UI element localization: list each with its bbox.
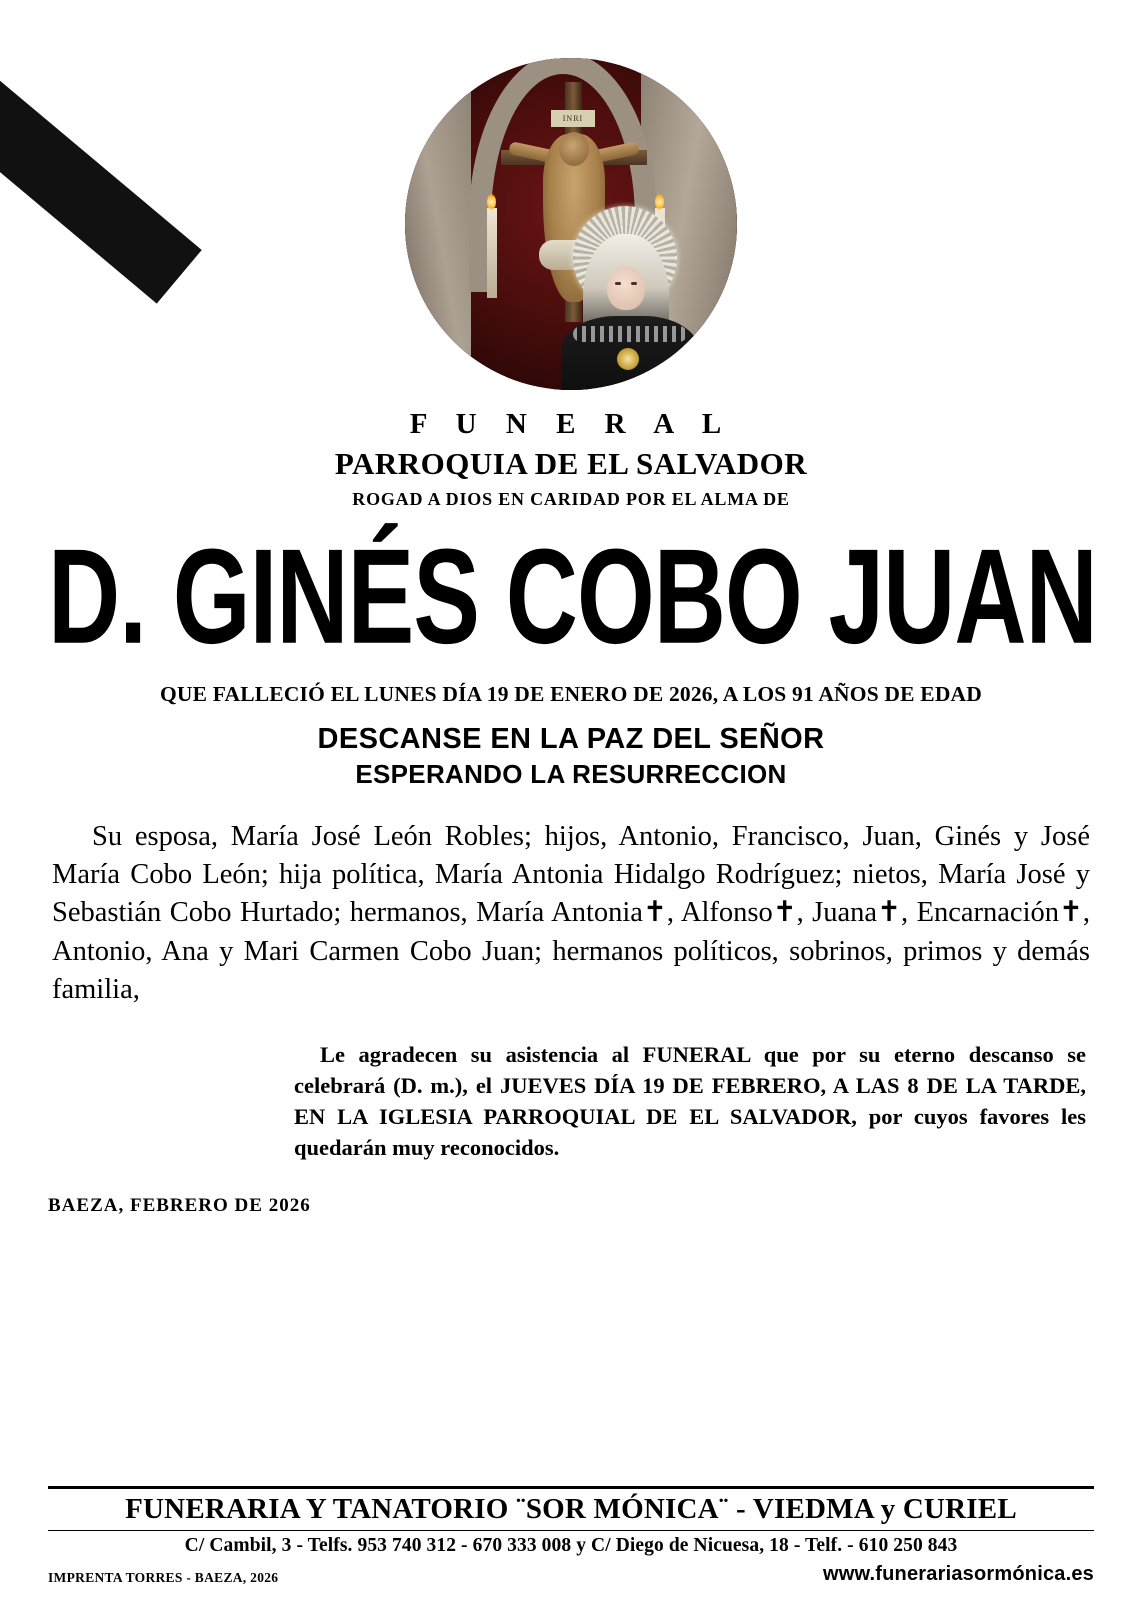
- deceased-photo: [405, 58, 737, 390]
- virgin-face: [607, 266, 645, 310]
- funeral-invitation: Le agradecen su asistencia al FUNERAL que por su eterno descanso se celebrará (D. m.), el JUEVES DÍA 19 DE FEBRERO, A LAS 8 DE LA TARDE, EN LA IGLESIA PARROQUIAL DE EL SALVADOR, por cuyos favores les quedarán muy reconocidos.: [294, 1041, 1086, 1161]
- resurrection-line: ESPERANDO LA RESURRECCION: [355, 759, 787, 789]
- footer-bottom-row: [48, 1563, 1094, 1586]
- virgin-eye-left: [615, 282, 621, 285]
- footer: [48, 1486, 1094, 1586]
- funeral-home-address: C/ Cambil, 3 - Telfs. 953 740 312 - 670 333 008 y C/ Diego de Nicuesa, 18 - Telf. - 610 250 843: [184, 1535, 958, 1556]
- funeral-heading: F U N E R A L: [409, 408, 733, 440]
- virgin-brooch-icon: [617, 348, 639, 370]
- website-link[interactable]: www.funerariasormónica.es: [822, 1563, 1094, 1585]
- parish-name: PARROQUIA DE EL SALVADOR: [334, 446, 808, 481]
- christ-head: [559, 132, 589, 166]
- candle-flame-left-icon: [487, 194, 496, 210]
- virgin-lace: [573, 326, 687, 342]
- place-and-date: BAEZA, FEBRERO DE 2026: [48, 1195, 311, 1217]
- virgin-dolorosa-figure: [555, 206, 705, 390]
- printer-credit: IMPRENTA TORRES - BAEZA, 2026: [48, 1570, 279, 1585]
- death-date-line: QUE FALLECIÓ EL LUNES DÍA 19 DE ENERO DE 2026, A LOS 91 AÑOS DE EDAD: [159, 682, 982, 706]
- family-list: Su esposa, María José León Robles; hijos, Antonio, Francisco, Juan, Ginés y José María Cobo León; hija política, María Antonia Hidalgo Rodríguez; nietos, María José y Sebastián Cobo Hurtado; hermanos, María Antonia✝, Alfonso✝, Juana✝, Encarnación✝, Antonio, Ana y Mari Carmen Cobo Juan; hermanos políticos, sobrinos, primos y demás familia,: [52, 821, 1090, 1005]
- stone-left: [405, 58, 471, 390]
- photo-area: [0, 58, 1142, 390]
- deceased-name: D. GINÉS COBO JUAN: [48, 521, 1097, 673]
- footer-divider-top: [48, 1486, 1094, 1489]
- prayer-request-line: ROGAD A DIOS EN CARIDAD POR EL ALMA DE: [352, 489, 790, 509]
- footer-divider-mid: [48, 1530, 1094, 1531]
- candle-left: [487, 208, 497, 298]
- inri-plaque: INRI: [551, 110, 595, 127]
- funeral-home-name: FUNERARIA Y TANATORIO ¨SOR MÓNICA¨ - VIEDMA y CURIEL: [125, 1493, 1017, 1525]
- rest-in-peace-line: DESCANSE EN LA PAZ DEL SEÑOR: [317, 723, 825, 755]
- obituary-content: [0, 400, 1142, 1217]
- virgin-eye-right: [631, 282, 637, 285]
